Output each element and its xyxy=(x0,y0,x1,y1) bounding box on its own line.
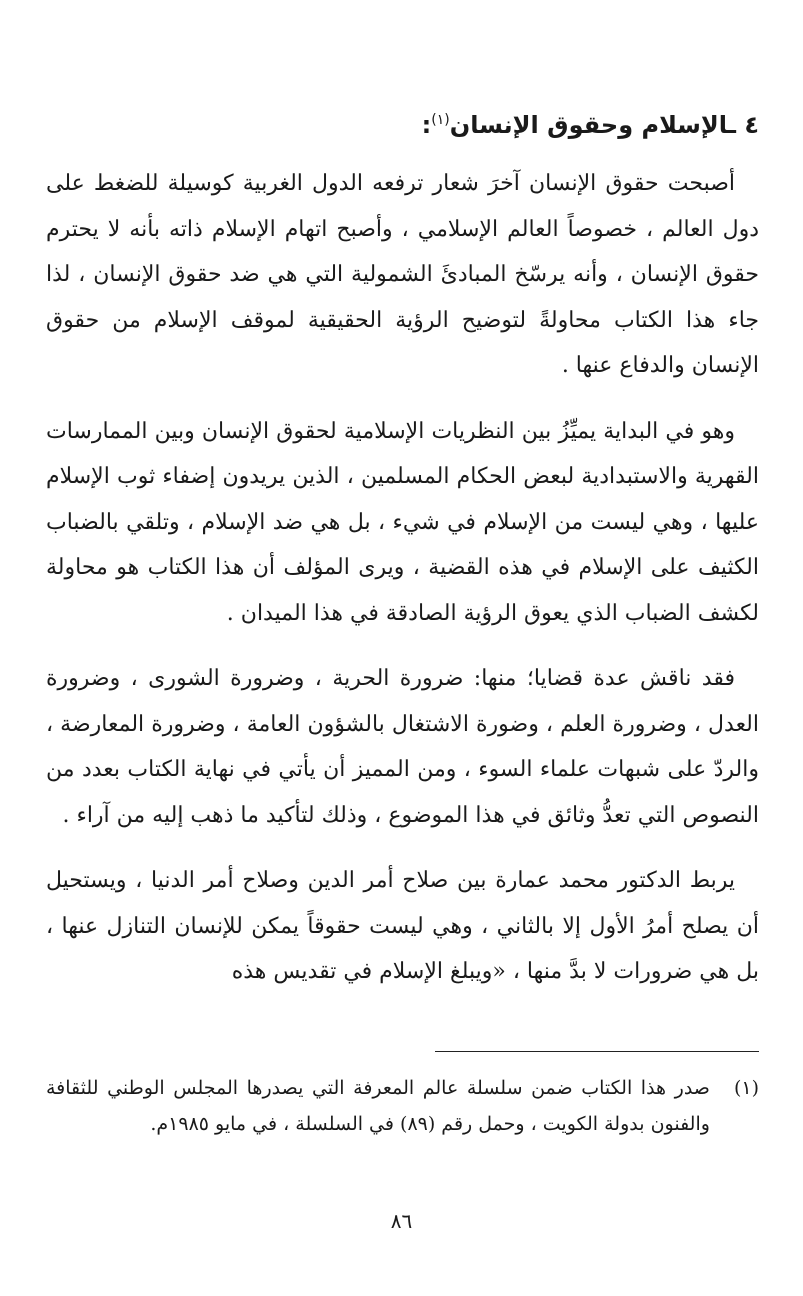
paragraph: فقد ناقش عدة قضايا؛ منها: ضرورة الحرية ، وضرورة الشورى ، وضرورة العدل ، وضرورة العلم ، وضورة الاشتغال بالشؤون العامة ، وضرورة المعارضة ، والردّ على شبهات علماء السوء ، ومن المميز أن يأتي في نهاية الكتاب بعدد من النصوص التي تعدُّ وثائق في هذا الموضوع ، وذلك لتأكيد ما ذهب إليه من آراء . xyxy=(46,666,759,828)
section-number: ٤ xyxy=(744,111,759,139)
page-body xyxy=(46,98,759,1015)
paragraph: أصبحت حقوق الإنسان آخرَ شعار ترفعه الدول الغربية كوسيلة للضغط على دول العالم ، خصوصاً العالم الإسلامي ، وأصبح اتهام الإسلام ذاته بأنه لا يحترم حقوق الإنسان ، وأنه يرسّخ المبادئَ الشمولية التي هي ضد حقوق الإنسان ، لذا جاء هذا الكتاب محاولةً لتوضيح الرؤية الحقيقية لموقف الإسلام من حقوق الإنسان والدفاع عنها . xyxy=(46,171,759,378)
footnote-reference[interactable]: (١) xyxy=(431,112,450,128)
footnote-text: صدر هذا الكتاب ضمن سلسلة عالم المعرفة التي يصدرها المجلس الوطني للثقافة والفنون بدولة الكويت ، وحمل رقم (٨٩) في السلسلة ، في مايو ١٩٨٥م. xyxy=(46,1077,710,1135)
paragraph: يربط الدكتور محمد عمارة بين صلاح أمر الدين وصلاح أمر الدنيا ، ويستحيل أن يصلح أمرُ الأول إلا بالثاني ، وهي ليست حقوقاً يمكن للإنسان التنازل عنها ، بل هي ضرورات لا بدَّ منها ، «ويبلغ الإسلام في تقديس هذه xyxy=(46,868,759,984)
section-title: الإسلام وحقوق الإنسان xyxy=(449,111,728,139)
footnote-marker: (١) xyxy=(733,1077,759,1099)
footnote xyxy=(46,1070,759,1142)
section-separator: ـ xyxy=(727,111,736,139)
paragraph: وهو في البداية يميِّزُ بين النظريات الإسلامية لحقوق الإنسان وبين الممارسات القهرية والاستبدادية لبعض الحكام المسلمين ، الذين يريدون إضفاء ثوب الإسلام عليها ، وهي ليست من الإسلام في شيء ، بل هي ضد الإسلام ، وتلقي بالضباب الكثيف على الإسلام في هذه القضية ، ويرى المؤلف أن هذا الكتاب هو محاولة لكشف الضباب الذي يعوق الرؤية الصادقة في هذا الميدان . xyxy=(46,418,759,626)
footnote-divider xyxy=(435,1051,759,1052)
page-number: ٨٦ xyxy=(390,1209,413,1233)
section-heading xyxy=(46,98,759,147)
section-colon: : xyxy=(421,111,432,139)
